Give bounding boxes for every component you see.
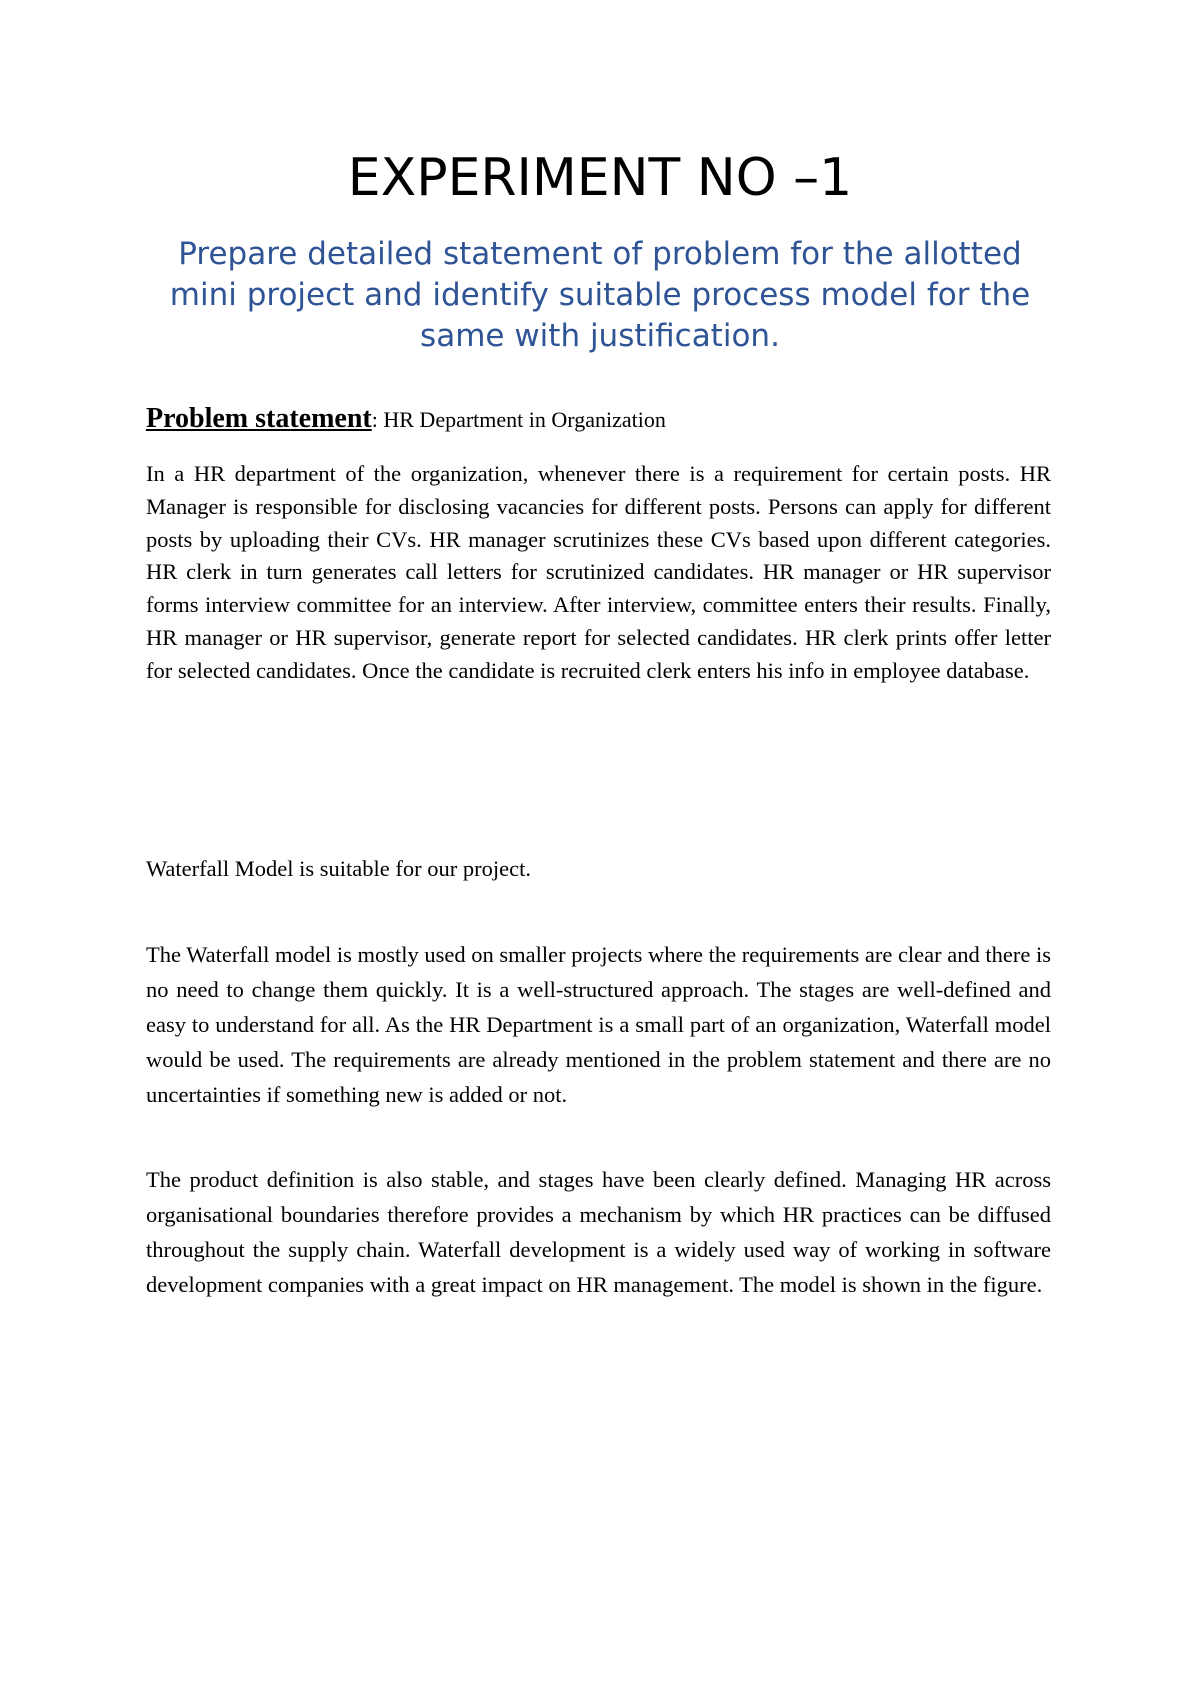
model-choice-paragraph: Waterfall Model is suitable for our project.: [146, 856, 531, 881]
problem-statement-heading: [146, 402, 1046, 437]
experiment-title: EXPERIMENT NO –1: [347, 148, 853, 208]
problem-description-paragraph: In a HR department of the organization, whenever there is a requirement for certain posts. HR Manager is responsible for disclosing vacancies for different posts. Persons can apply for different posts by uploading their CVs. HR manager scrutinizes these CVs based upon different categories. HR clerk in turn generates call letters for scrutinized candidates. HR manager or HR supervisor forms interview committee for an interview. After interview, committee enters their results. Finally, HR manager or HR supervisor, generate report for selected candidates. HR clerk prints offer letter for selected candidates. Once the candidate is recruited clerk enters his info in employee database.: [146, 461, 1051, 683]
experiment-aim: Prepare detailed statement of problem for the allotted mini project and identify suitable process model for the same with justification.: [169, 236, 1031, 354]
justification-paragraph: The Waterfall model is mostly used on smaller projects where the requirements are clear and there is no need to change them quickly. It is a well-structured approach. The stages are well-defined and easy to understand for all. As the HR Department is a small part of an organization, Waterfall model would be used. The requirements are already mentioned in the problem statement and there are no uncertainties if something new is added or not.: [146, 942, 1051, 1107]
conclusion-paragraph: The product definition is also stable, and stages have been clearly defined. Managing HR across organisational boundaries therefore provides a mechanism by which HR practices can be diffused throughout the supply chain. Waterfall development is a widely used way of working in software development companies with a great impact on HR management. The model is shown in the figure.: [146, 1167, 1051, 1297]
problem-statement-separator: :: [371, 407, 378, 432]
problem-statement-topic: HR Department in Organization: [377, 407, 666, 432]
problem-statement-label: Problem statement: [146, 403, 372, 434]
